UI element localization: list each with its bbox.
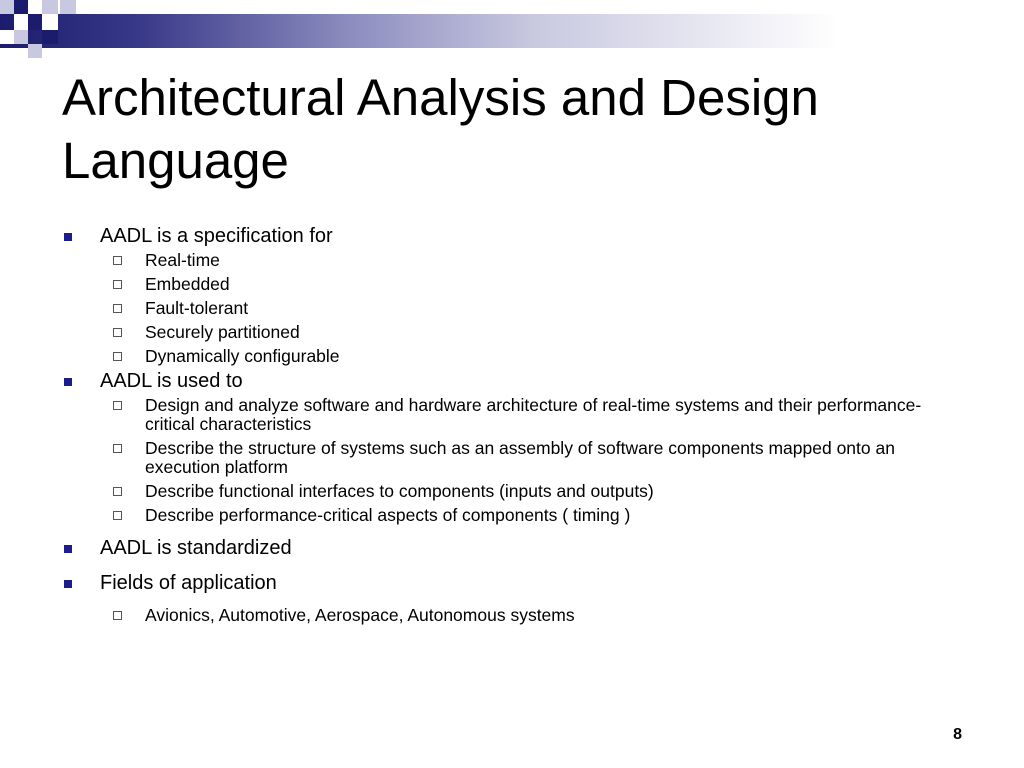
slide-title: Architectural Analysis and Design Language [62, 69, 819, 189]
bullet-text: Fields of application [100, 572, 277, 594]
square-bullet-icon [64, 233, 72, 241]
bullet-item [62, 571, 962, 595]
hollow-square-bullet-icon [113, 611, 122, 620]
square-bullet-icon [64, 580, 72, 588]
sub-bullet-text: Describe functional interfaces to components (inputs and outputs) [145, 481, 654, 501]
hollow-square-bullet-icon [113, 487, 122, 496]
hollow-square-bullet-icon [113, 280, 122, 289]
sub-bullet-text: Embedded [145, 274, 230, 294]
square-bullet-icon [64, 378, 72, 386]
sub-bullet-item [62, 482, 962, 501]
hollow-square-bullet-icon [113, 352, 122, 361]
sub-bullet-text: Fault-tolerant [145, 298, 249, 318]
sub-bullet-item [62, 606, 962, 625]
sub-bullet-text: Avionics, Automotive, Aerospace, Autonomous systems [145, 605, 575, 625]
slide-content [62, 224, 962, 625]
hollow-square-bullet-icon [113, 304, 122, 313]
sub-bullet-item [62, 251, 962, 270]
header-gradient-band [0, 14, 1024, 48]
sub-bullet-text: Describe the structure of systems such as an assembly of software components mapped onto an execution platform [145, 438, 895, 477]
bullet-text: AADL is used to [100, 370, 243, 392]
bullet-item [62, 369, 962, 393]
bullet-text: AADL is standardized [100, 537, 292, 559]
hollow-square-bullet-icon [113, 401, 122, 410]
sub-bullet-item [62, 439, 962, 477]
bullet-text: AADL is a specification for [100, 225, 333, 247]
sub-bullet-item [62, 396, 962, 434]
hollow-square-bullet-icon [113, 256, 122, 265]
sub-bullet-text: Securely partitioned [145, 322, 300, 342]
sub-bullet-item [62, 323, 962, 342]
hollow-square-bullet-icon [113, 444, 122, 453]
bullet-item [62, 536, 962, 560]
sub-bullet-item [62, 347, 962, 366]
sub-bullet-item [62, 506, 962, 525]
square-bullet-icon [64, 545, 72, 553]
page-number: 8 [953, 726, 962, 743]
sub-bullet-text: Describe performance-critical aspects of components ( timing ) [145, 505, 631, 525]
sub-bullet-text: Real-time [145, 250, 220, 270]
bullet-item [62, 224, 962, 248]
hollow-square-bullet-icon [113, 328, 122, 337]
sub-bullet-item [62, 299, 962, 318]
hollow-square-bullet-icon [113, 511, 122, 520]
sub-bullet-text: Dynamically configurable [145, 346, 340, 366]
sub-bullet-item [62, 275, 962, 294]
sub-bullet-text: Design and analyze software and hardware architecture of real-time systems and their performance-critical characteristics [145, 395, 922, 434]
